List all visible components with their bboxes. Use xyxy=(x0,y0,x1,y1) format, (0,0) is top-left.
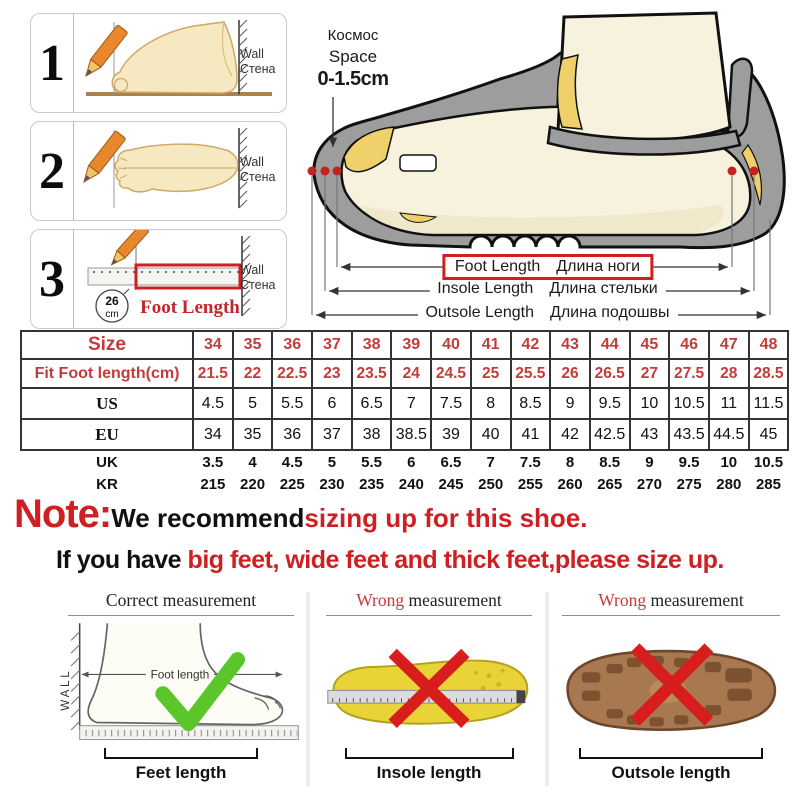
size-cell: 23 xyxy=(312,359,352,388)
size-cell: 275 xyxy=(676,475,702,493)
size-cell: 43.5 xyxy=(669,419,709,450)
size-cell: 9 xyxy=(550,388,590,419)
wall-label: Wall Стена xyxy=(240,263,276,292)
size-cell: 26 xyxy=(550,359,590,388)
size-cell: 6.5 xyxy=(352,388,392,419)
wrong-outsole-measurement-example xyxy=(552,590,790,783)
wall-text: WALL xyxy=(59,668,72,711)
ruler-value-unit: cm xyxy=(105,309,119,320)
wall-hatch xyxy=(71,632,80,730)
size-cell: 36 xyxy=(272,331,312,359)
length-bracket xyxy=(104,748,258,759)
size-cell: 23.5 xyxy=(352,359,392,388)
size-cell: 40 xyxy=(471,419,511,450)
size-cell: 280 xyxy=(716,475,742,493)
size-cell: 8 xyxy=(565,453,575,471)
length-bracket xyxy=(579,748,763,759)
size-cell: 40 xyxy=(431,331,471,359)
size-cell: 37 xyxy=(312,331,352,359)
size-cell: 41 xyxy=(471,331,511,359)
space-value: 0-1.5cm xyxy=(317,68,389,90)
size-conversion-table xyxy=(20,330,789,495)
size-table-row-eu xyxy=(21,419,788,450)
foot-line-art xyxy=(58,619,304,747)
size-cell: 35 xyxy=(233,331,273,359)
size-cell: 5.5 xyxy=(272,388,312,419)
note-line-2: If you have big feet, wide feet and thick feet,please size up. xyxy=(56,546,724,574)
foot-length-dimension-label: Foot Length Длина ноги xyxy=(442,254,653,280)
size-cell: 4 xyxy=(248,453,257,471)
column-divider xyxy=(545,592,549,786)
size-cell: 26.5 xyxy=(590,359,630,388)
step-3-illustration xyxy=(74,230,286,328)
size-cell: 25.5 xyxy=(511,359,551,388)
column-divider xyxy=(306,592,310,786)
size-cell: 42.5 xyxy=(590,419,630,450)
big-toe xyxy=(115,79,128,92)
ruler-value-number: 26 xyxy=(105,294,119,308)
size-cell: 24.5 xyxy=(431,359,471,388)
size-cell: 245 xyxy=(438,475,464,493)
size-cell: 6 xyxy=(407,453,416,471)
size-cell: 39 xyxy=(431,419,471,450)
size-cell: 7 xyxy=(486,453,495,471)
step-2-number: 2 xyxy=(31,122,74,220)
toenail xyxy=(400,155,436,171)
example-caption: Insole length xyxy=(376,763,482,782)
size-cell: 42 xyxy=(511,331,551,359)
size-table-row-fit xyxy=(21,359,788,388)
size-cell: 38.5 xyxy=(391,419,431,450)
size-cell: 5.5 xyxy=(361,453,383,471)
size-cell: 36 xyxy=(272,419,312,450)
size-cell: 9.5 xyxy=(590,388,630,419)
step-1-illustration xyxy=(74,14,286,112)
insole-drawing xyxy=(316,619,542,747)
size-cell: 35 xyxy=(233,419,273,450)
row-label: KR xyxy=(96,475,118,493)
size-cell: 47 xyxy=(709,331,749,359)
size-cell: 285 xyxy=(755,475,781,493)
measure-step-2-panel xyxy=(30,121,287,221)
example-heading: Wrong measurement xyxy=(562,590,780,616)
example-heading: Correct measurement xyxy=(68,590,294,616)
space-label-en: Space xyxy=(328,46,378,66)
example-caption: Outsole length xyxy=(611,763,731,782)
size-cell: 38 xyxy=(352,331,392,359)
foot-length-label: Foot Length xyxy=(140,297,240,318)
size-table-row-us xyxy=(21,388,788,419)
size-cell: 10 xyxy=(630,388,670,419)
size-cell: 4.5 xyxy=(281,453,303,471)
size-cell: 270 xyxy=(636,475,662,493)
size-cell: 260 xyxy=(557,475,583,493)
foot-measurement-drawing xyxy=(58,619,304,747)
step-1-number: 1 xyxy=(31,14,74,112)
size-cell: 38 xyxy=(352,419,392,450)
example-caption: Feet length xyxy=(135,763,227,782)
size-cell: 4.5 xyxy=(193,388,233,419)
size-cell: 10 xyxy=(720,453,738,471)
insole-length-dimension-label: Insole Length Длина стельки xyxy=(429,280,666,298)
size-cell: 5 xyxy=(327,453,337,471)
size-cell: 43 xyxy=(630,419,670,450)
shoe-cutaway-diagram xyxy=(300,5,795,327)
wall-label: Wall Стена xyxy=(240,47,276,76)
size-cell: 37 xyxy=(312,419,352,450)
size-cell: 34 xyxy=(193,419,233,450)
size-cell: 22 xyxy=(233,359,273,388)
leg xyxy=(558,13,730,140)
size-cell: 42 xyxy=(550,419,590,450)
pencil-icon xyxy=(108,230,150,268)
size-table-row-uk xyxy=(21,450,788,473)
size-cell: 22.5 xyxy=(272,359,312,388)
size-cell: 11 xyxy=(709,388,749,419)
size-cell: 11.5 xyxy=(749,388,789,419)
size-cell: 24 xyxy=(391,359,431,388)
size-cell: 225 xyxy=(279,475,305,493)
size-cell: 255 xyxy=(517,475,543,493)
size-cell: 27 xyxy=(630,359,670,388)
insole-art xyxy=(316,619,542,747)
row-label: EU xyxy=(21,419,193,450)
outsole-drawing xyxy=(552,619,790,747)
foot-side-view xyxy=(112,22,237,93)
row-label: Fit Foot length(cm) xyxy=(21,359,193,388)
wrong-insole-measurement-example xyxy=(316,590,542,783)
row-label: US xyxy=(21,388,193,419)
size-cell: 45 xyxy=(630,331,670,359)
size-cell: 7.5 xyxy=(519,453,541,471)
measure-step-1-panel xyxy=(30,13,287,113)
size-cell: 8.5 xyxy=(599,453,621,471)
size-cell: 21.5 xyxy=(193,359,233,388)
size-cell: 7 xyxy=(391,388,431,419)
note-line-1: Note: We recommend sizing up for this shoe. xyxy=(14,492,588,536)
size-cell: 5 xyxy=(233,388,273,419)
outsole-length-dimension-label: Outsole Length Длина подошвы xyxy=(417,304,677,322)
size-cell: 8.5 xyxy=(511,388,551,419)
size-cell: 48 xyxy=(749,331,789,359)
size-cell: 10.5 xyxy=(669,388,709,419)
size-table-row-size xyxy=(21,331,788,359)
size-cell: 43 xyxy=(550,331,590,359)
size-cell: 6 xyxy=(312,388,352,419)
row-label: UK xyxy=(96,453,118,471)
size-cell: 27.5 xyxy=(669,359,709,388)
size-cell: 46 xyxy=(669,331,709,359)
note-prefix: Note: xyxy=(14,492,112,536)
measure-step-3-panel xyxy=(30,229,287,329)
size-cell: 28.5 xyxy=(749,359,789,388)
size-cell: 6.5 xyxy=(440,453,462,471)
size-cell: 3.5 xyxy=(202,453,224,471)
size-cell: 235 xyxy=(359,475,385,493)
outsole-art xyxy=(552,619,790,747)
size-cell: 240 xyxy=(398,475,424,493)
size-cell: 25 xyxy=(471,359,511,388)
size-cell: 215 xyxy=(200,475,226,493)
size-cell: 10.5 xyxy=(753,453,784,471)
size-cell: 41 xyxy=(511,419,551,450)
example-heading: Wrong measurement xyxy=(326,590,532,616)
size-cell: 230 xyxy=(319,475,345,493)
step-2-illustration xyxy=(74,122,286,220)
foot-length-text: Foot length xyxy=(150,668,210,682)
size-cell: 39 xyxy=(391,331,431,359)
space-label-ru: Космос xyxy=(327,27,379,44)
size-cell: 28 xyxy=(709,359,749,388)
size-cell: 250 xyxy=(478,475,504,493)
size-cell: 220 xyxy=(240,475,266,493)
size-cell: 44.5 xyxy=(709,419,749,450)
step-3-number: 3 xyxy=(31,230,74,328)
toe-space-label xyxy=(300,27,406,92)
size-cell: 45 xyxy=(749,419,789,450)
size-cell: 44 xyxy=(590,331,630,359)
size-cell: 7.5 xyxy=(431,388,471,419)
correct-measurement-example xyxy=(58,590,304,783)
size-cell: 9.5 xyxy=(678,453,700,471)
length-bracket xyxy=(345,748,514,759)
size-cell: 265 xyxy=(597,475,623,493)
size-cell: 8 xyxy=(471,388,511,419)
size-cell: 9 xyxy=(645,453,654,471)
size-cell: 34 xyxy=(193,331,233,359)
wall-label: Wall Стена xyxy=(240,155,276,184)
row-label: Size xyxy=(21,331,193,359)
